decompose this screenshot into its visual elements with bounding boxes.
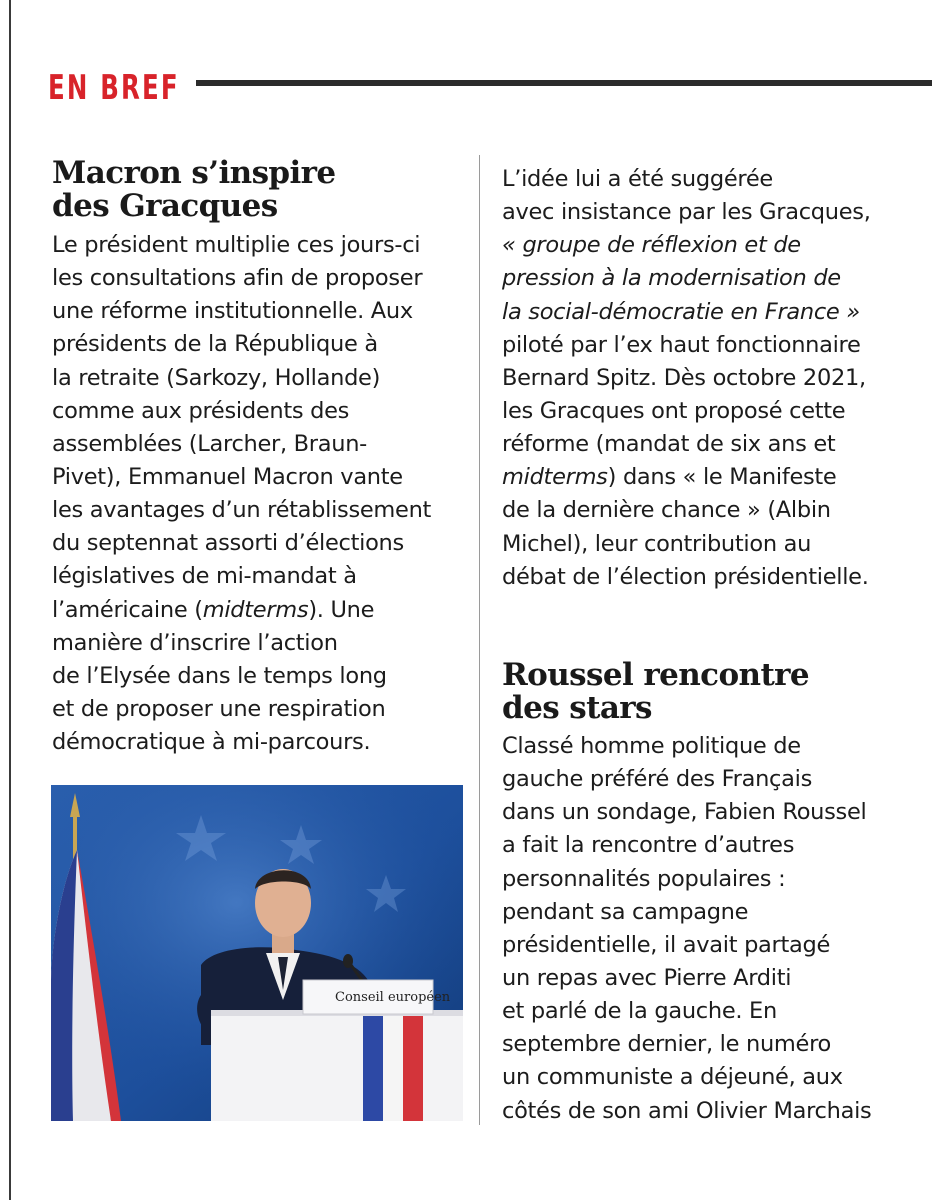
text-line: [502, 528, 871, 561]
text-line: [502, 896, 871, 929]
text-line: [502, 428, 871, 461]
article1-headline-line: des Gracques: [52, 188, 278, 224]
text-run: comme aux présidents des: [52, 397, 350, 424]
section-header-rule: [196, 80, 932, 86]
text-run: Pivet), Emmanuel Macron vante: [52, 463, 403, 490]
text-line: [502, 1028, 871, 1061]
text-line: [502, 362, 871, 395]
text-line: [52, 461, 431, 494]
italic-run: la social-démocratie en France »: [502, 298, 860, 325]
text-line: [502, 296, 871, 329]
text-run: réforme (mandat de six ans et: [502, 431, 836, 458]
text-line: [52, 594, 431, 627]
text-run: de la dernière chance » (Albin: [502, 497, 831, 524]
text-line: [502, 763, 871, 796]
article2-body: [502, 730, 871, 1128]
article1-continued: [502, 163, 871, 594]
article1-headline: [52, 157, 336, 223]
text-line: [502, 163, 871, 196]
article1-headline-line: Macron s’inspire: [52, 155, 336, 191]
text-run: a fait la rencontre d’autres: [502, 832, 795, 859]
text-run: septembre dernier, le numéro: [502, 1031, 832, 1058]
section-label: EN BREF: [48, 68, 180, 108]
italic-run: « groupe de réflexion et de: [502, 232, 801, 259]
text-run: avec insistance par les Gracques,: [502, 199, 871, 226]
text-run: présidents de la République à: [52, 331, 378, 358]
article2-headline-line: Roussel rencontre: [502, 657, 810, 693]
text-run: Bernard Spitz. Dès octobre 2021,: [502, 364, 866, 391]
text-line: [502, 395, 871, 428]
text-run: L’idée lui a été suggérée: [502, 166, 773, 192]
text-run: manière d’inscrire l’action: [52, 629, 338, 656]
text-run: un communiste a déjeuné, aux: [502, 1064, 843, 1091]
text-line: [502, 962, 871, 995]
text-run: assemblées (Larcher, Braun-: [52, 430, 367, 457]
text-run: et parlé de la gauche. En: [502, 998, 777, 1025]
text-run: débat de l’élection présidentielle.: [502, 563, 869, 590]
text-run: du septennat assorti d’élections: [52, 530, 404, 557]
text-run: législatives de mi-mandat à: [52, 563, 357, 590]
text-line: [52, 726, 431, 759]
text-line: [502, 730, 871, 763]
text-line: [502, 796, 871, 829]
text-run: les avantages d’un rétablissement: [52, 497, 432, 524]
text-run: côtés de son ami Olivier Marchais: [502, 1097, 872, 1124]
text-line: [52, 328, 431, 361]
text-line: [502, 561, 871, 594]
text-run: pendant sa campagne: [502, 898, 749, 925]
text-line: [502, 829, 871, 862]
text-line: [52, 262, 431, 295]
text-line: [52, 295, 431, 328]
text-run: Le président multiplie ces jours-ci: [52, 232, 421, 258]
text-line: [502, 1095, 871, 1128]
italic-run: midterms: [202, 596, 309, 623]
text-run: et de proposer une respiration: [52, 695, 386, 722]
text-line: [502, 929, 871, 962]
text-run: dans un sondage, Fabien Roussel: [502, 799, 867, 826]
podium-label: Conseil européen: [335, 990, 451, 1005]
text-run: la retraite (Sarkozy, Hollande): [52, 364, 381, 391]
page-edge-rule: [9, 0, 11, 1200]
text-run: les consultations afin de proposer: [52, 265, 423, 292]
text-run: de l’Elysée dans le temps long: [52, 662, 387, 689]
text-run: démocratique à mi-parcours.: [52, 729, 371, 756]
italic-run: pression à la modernisation de: [502, 265, 841, 292]
text-line: [52, 627, 431, 660]
text-line: [502, 461, 871, 494]
text-line: [502, 262, 871, 295]
text-run: les Gracques ont proposé cette: [502, 397, 846, 424]
text-line: [502, 229, 871, 262]
text-run: personnalités populaires :: [502, 865, 786, 892]
text-run: présidentielle, il avait partagé: [502, 931, 831, 958]
text-run: ) dans « le Manifeste: [607, 464, 837, 491]
column-divider: [479, 155, 480, 1125]
text-line: [52, 362, 431, 395]
section-header: [48, 64, 231, 112]
text-line: [502, 494, 871, 527]
text-line: [52, 660, 431, 693]
text-line: [52, 693, 431, 726]
text-run: gauche préféré des Français: [502, 766, 812, 793]
italic-run: midterms: [502, 464, 608, 491]
text-line: [502, 329, 871, 362]
text-line: [52, 494, 431, 527]
text-line: [502, 1061, 871, 1094]
text-run: l’américaine (: [52, 596, 203, 623]
text-run: ). Une: [308, 596, 375, 623]
text-run: Michel), leur contribution au: [502, 530, 812, 557]
macron-podium-photo: [51, 785, 463, 1121]
text-line: [52, 395, 431, 428]
text-line: [502, 863, 871, 896]
article2-headline-line: des stars: [502, 690, 652, 726]
text-run: un repas avec Pierre Arditi: [502, 964, 792, 991]
text-run: Classé homme politique de: [502, 733, 801, 759]
text-line: [502, 196, 871, 229]
text-line: [52, 560, 431, 593]
text-line: [52, 229, 431, 262]
text-run: une réforme institutionnelle. Aux: [52, 298, 413, 325]
text-line: [502, 995, 871, 1028]
text-run: piloté par l’ex haut fonctionnaire: [502, 331, 861, 358]
text-line: [52, 428, 431, 461]
text-line: [52, 527, 431, 560]
article1-body: [52, 229, 431, 759]
article2-headline: [502, 659, 809, 725]
